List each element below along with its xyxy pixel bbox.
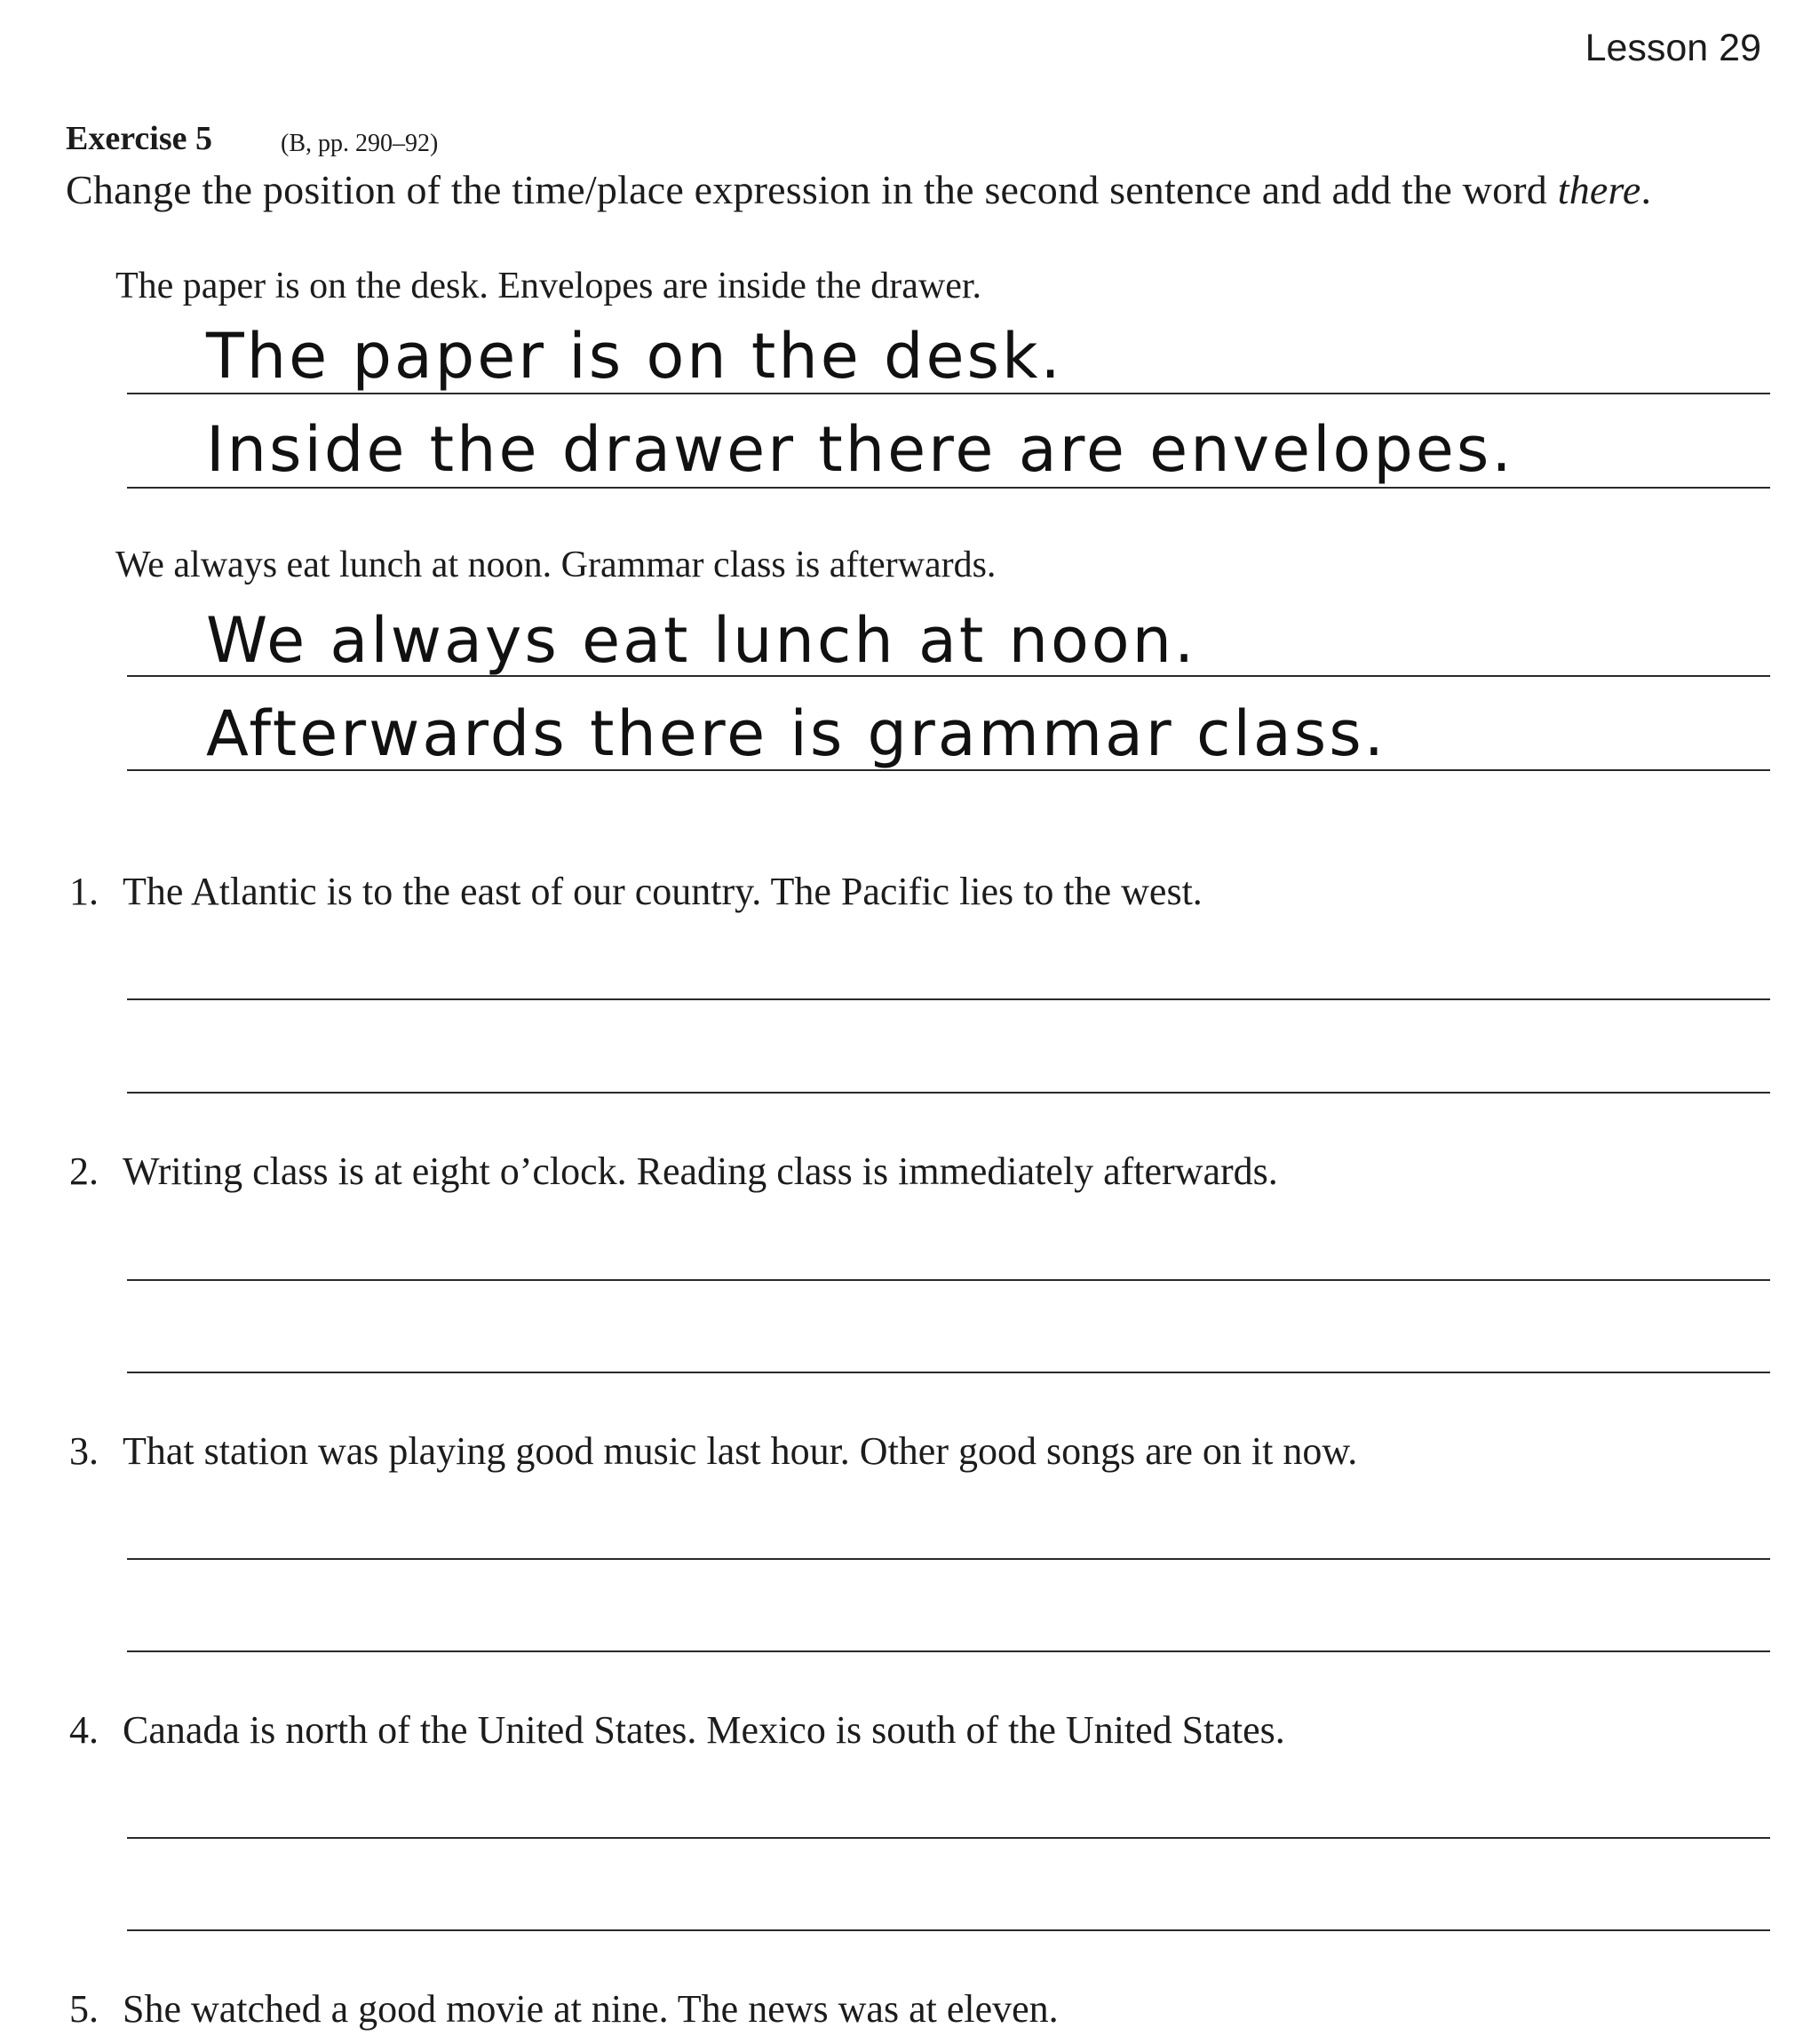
answer-line[interactable]	[127, 1929, 1770, 1931]
answer-line	[127, 675, 1770, 677]
item-text: That station was playing good music last hour. Other good songs are on it now.	[123, 1429, 1358, 1473]
exercise-reference: (B, pp. 290–92)	[281, 130, 439, 157]
exercise-item	[69, 1986, 1059, 2032]
answer-line[interactable]	[127, 1837, 1770, 1839]
example-answer-handwritten: Afterwards there is grammar class.	[206, 697, 1386, 770]
instructions-emphasis: there	[1557, 167, 1641, 212]
item-number: 3.	[69, 1429, 99, 1473]
item-number: 2.	[69, 1149, 99, 1193]
exercise-title: Exercise 5	[66, 120, 212, 157]
item-number: 1.	[69, 870, 99, 913]
example-answer-handwritten: Inside the drawer there are envelopes.	[206, 413, 1514, 486]
answer-line[interactable]	[127, 1558, 1770, 1560]
exercise-item	[69, 1707, 1285, 1753]
instructions-text: Change the position of the time/place expression in the second sentence and add the word	[66, 167, 1558, 212]
answer-line	[127, 487, 1770, 489]
lesson-number: Lesson 29	[1585, 27, 1761, 69]
item-text: The Atlantic is to the east of our country. The Pacific lies to the west.	[123, 870, 1203, 913]
exercise-item	[69, 869, 1203, 914]
item-number: 5.	[69, 1987, 99, 2031]
answer-line[interactable]	[127, 1372, 1770, 1373]
answer-line	[127, 393, 1770, 394]
item-number: 4.	[69, 1708, 99, 1752]
item-text: She watched a good movie at nine. The news was at eleven.	[123, 1987, 1059, 2031]
example-prompt: We always eat lunch at noon. Grammar class is afterwards.	[115, 545, 997, 585]
exercise-instructions	[66, 166, 1651, 213]
example-answer-handwritten: We always eat lunch at noon.	[206, 604, 1197, 677]
answer-line[interactable]	[127, 1279, 1770, 1281]
item-text: Writing class is at eight o’clock. Reading class is immediately afterwards.	[123, 1149, 1278, 1193]
exercise-item	[69, 1149, 1278, 1194]
item-text: Canada is north of the United States. Mexico is south of the United States.	[123, 1708, 1285, 1752]
instructions-end: .	[1640, 167, 1652, 212]
answer-line[interactable]	[127, 1650, 1770, 1652]
answer-line[interactable]	[127, 998, 1770, 1000]
answer-line[interactable]	[127, 1092, 1770, 1094]
example-prompt: The paper is on the desk. Envelopes are inside the drawer.	[115, 266, 982, 306]
example-answer-handwritten: The paper is on the desk.	[206, 320, 1063, 393]
exercise-item	[69, 1428, 1357, 1474]
answer-line	[127, 769, 1770, 771]
